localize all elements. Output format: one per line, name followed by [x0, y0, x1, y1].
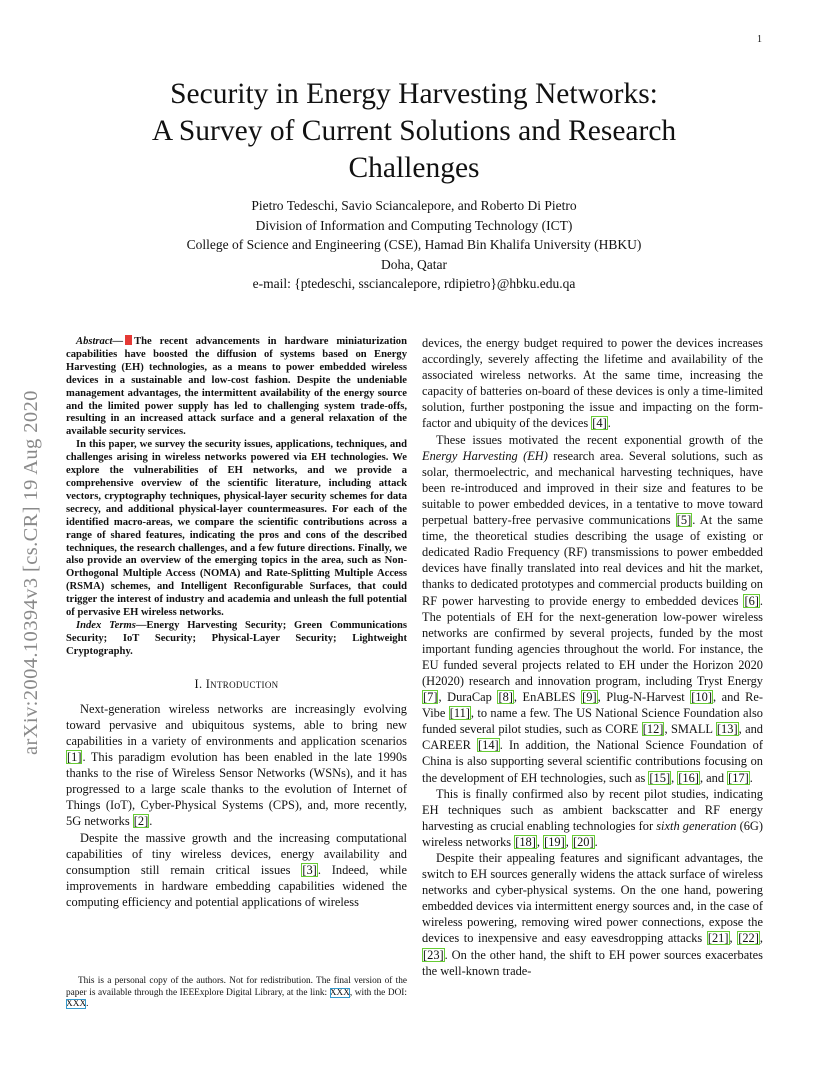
citation-link[interactable]: [1]: [67, 750, 82, 765]
citation-link[interactable]: [13]: [716, 722, 738, 737]
citation-link[interactable]: [18]: [515, 834, 536, 849]
text-run: ,: [759, 931, 763, 946]
citation-link[interactable]: [5]: [676, 513, 692, 528]
text-run: This is a personal copy of the authors. Not for redistribution. The final version of the paper is available through the IEEExplore Digital Library, at the link:: [66, 976, 407, 998]
abstract-lead: Abstract—: [76, 336, 124, 347]
citation-link[interactable]: [23]: [423, 947, 444, 962]
link-marker-icon[interactable]: [125, 335, 132, 345]
arxiv-stamp: arXiv:2004.10394v3 [cs.CR] 19 Aug 2020: [20, 390, 42, 755]
text-run: Next-generation wireless networks are increasingly evolving toward pervasive and ubiquitous systems, able to bring new capabilities in a variety of environments and application scenarios: [66, 701, 407, 748]
text-run: This is finally confirmed also by recent pilot studies, indicating EH techniques such as ambient backscatter and RF energy harvesting as crucial enabling technologies for: [422, 786, 763, 833]
body-paragraph: [66, 830, 407, 910]
left-column: [66, 335, 407, 910]
title-line: A Survey of Current Solutions and Research: [151, 115, 677, 147]
emphasis-text: Energy Harvesting (EH): [422, 448, 548, 463]
footnote-link[interactable]: XXX: [329, 987, 350, 998]
citation-link[interactable]: [7]: [423, 690, 438, 705]
text-run: , SMALL: [664, 722, 716, 737]
text-run: Despite the massive growth and the increasing computational capabilities of tiny wireless devices, energy availability and consumption still remain critical issues: [66, 830, 407, 877]
text-run: research area. Several solutions, such as solar, thermoelectric, and mechanical harvesting techniques, have been re-introduced and improved in their size and features to be suitable to power embedded devices, in a tentative to move toward perpetual battery-free pervasive communications: [422, 448, 763, 528]
citation-link[interactable]: [20]: [572, 834, 594, 849]
right-column: [422, 335, 763, 979]
author-block: [90, 196, 738, 294]
citation-link[interactable]: [9]: [582, 690, 597, 705]
text-run: , to name a few. The US National Science Foundation also funded several pilot studies, such as CORE: [422, 706, 763, 737]
author-email: e-mail: {ptedeschi, ssciancalepore, rdipietro}@hbku.edu.qa: [252, 276, 576, 291]
body-paragraph: [422, 335, 763, 432]
abstract: [66, 335, 407, 659]
page-number: 1: [757, 34, 762, 45]
text-run: ,: [671, 770, 678, 785]
author-division: Division of Information and Computing Technology (ICT): [255, 217, 573, 233]
text-run: .: [594, 834, 598, 849]
author-names: Pietro Tedeschi, Savio Sciancalepore, and Roberto Di Pietro: [251, 198, 577, 213]
citation-link[interactable]: [17]: [728, 770, 749, 785]
index-terms-text: —Energy Harvesting Security; Green Communications Security; IoT Security; Physical-Layer Security; Lightweight Cryptography.: [66, 619, 408, 657]
citation-link[interactable]: [10]: [691, 690, 712, 705]
text-run: ,: [729, 931, 738, 946]
citation-link[interactable]: [22]: [738, 931, 759, 946]
citation-link[interactable]: [11]: [449, 706, 470, 721]
body-paragraph: [66, 701, 407, 830]
citation-link[interactable]: [3]: [302, 862, 317, 877]
text-run: . This paradigm evolution has been enabled in the late 1990s thanks to the rise of Wireless Sensor Networks (WSNs), and it has progressed to a large scale thanks to the evolution of Internet of Things (IoT), Cyber-Physical Systems (CPS), and, more recently, 5G networks: [66, 750, 407, 829]
text-run: .: [607, 416, 611, 431]
text-run: ,: [536, 834, 544, 849]
text-run: , and CAREER: [422, 722, 763, 753]
index-terms: [66, 620, 407, 659]
citation-link[interactable]: [8]: [498, 690, 513, 705]
doi-link[interactable]: XXX: [66, 999, 87, 1009]
paper-title: [80, 76, 748, 187]
text-run: , EnABLES: [513, 690, 582, 705]
section-heading: I. Introduction: [194, 676, 279, 691]
text-run: .: [86, 999, 89, 1009]
text-run: , with the DOI:: [349, 987, 407, 998]
text-run: . In addition, the National Science Foundation of China is also supporting several scientific contributions focusing on the development of EH technologies, such as: [422, 738, 763, 785]
citation-link[interactable]: [4]: [592, 416, 607, 431]
emphasis-text: sixth generation: [656, 818, 737, 833]
text-run: Despite their appealing features and significant advantages, the switch to EH sources generally widens the attack surface of wireless networks and cyber-physical systems. On the one hand, powering embedded devices via intermittent energy sources and, in the case of wireless powering, removing wired power connections, expose the devices to inexpensive and easy eavesdropping attacks: [422, 851, 763, 946]
text-run: . On the other hand, the shift to EH power sources exacerbates the well-known trade-: [422, 947, 763, 978]
text-run: , and: [699, 770, 728, 785]
text-run: (6G) wireless networks: [422, 818, 764, 849]
citation-link[interactable]: [16]: [678, 770, 699, 785]
text-run: , and Re-Vibe: [422, 690, 763, 721]
text-run: These issues motivated the recent exponential growth of the: [436, 432, 763, 447]
citation-link[interactable]: [19]: [544, 834, 565, 849]
citation-link[interactable]: [6]: [744, 593, 759, 608]
citation-link[interactable]: [15]: [649, 770, 671, 785]
title-line: Security in Energy Harvesting Networks:: [170, 78, 658, 110]
abstract-paragraph: In this paper, we survey the security issues, applications, techniques, and challenges arising in wireless networks powered via EH technologies. We explore the vulnerabilities of EH networks, and we provide a comprehensive overview of the scientific literature, including attack vectors, cryptography techniques, physical-layer security schemes for data secrecy, and additional physical-layer countermeasures. For each of the identified macro-areas, we compare the scientific contributions across a range of shared features, indicating the pros and cons of the described techniques, the research challenges, and a few future directions. Finally, we also provide an overview of the emerging topics in the area, such as Non-Orthogonal Multiple Access (NOMA) and Rate-Splitting Multiple Access (RSMA) schemes, and Intelligent Reconfigurable Surfaces, that could trigger the interest of industry and academia and unleash the full potential of pervasive EH wireless networks.: [66, 439, 407, 619]
text-run: , DuraCap: [438, 690, 498, 705]
text-run: . At the same time, the theoretical studies describing the usage of existing or dedicated Radio Frequency (RF) transmissions to power embedded devices have finally translated into real devices and hit the market, thanks to dedicated prototypes and commercial products building on RF power harvesting to provide energy to embedded devices: [422, 513, 763, 608]
text-run: . The potentials of EH for the next-generation low-power wireless networks are confirmed by several projects, funded by the most important funding agencies throughout the world. For instance, the EU funded several projects related to EH under the Horizon 2020 (H2020) research and innovation program, including Tryst Energy: [422, 593, 763, 688]
body-paragraph: [422, 786, 763, 850]
text-run: devices, the energy budget required to power the devices increases accordingly, severely affecting the lifetime and availability of the associated wireless networks. At the same time, increasing the capacity of batteries on-board of these devices is only a time-limited solution, further postponing the issue and impacting on the form-factor and ubiquity of the devices: [422, 336, 763, 431]
citation-link[interactable]: [14]: [478, 738, 499, 753]
body-paragraph: [422, 432, 763, 786]
citation-link[interactable]: [12]: [642, 722, 664, 737]
text-run: . Indeed, while improvements in hardware embedding capabilities widened the computing efficiency and potential applications of wireless: [66, 862, 407, 909]
author-college: College of Science and Engineering (CSE), Hamad Bin Khalifa University (HBKU): [186, 237, 642, 252]
abstract-paragraph: [66, 335, 407, 439]
footnote-text: [66, 976, 407, 1011]
text-run: , Plug-N-Harvest: [597, 690, 691, 705]
footnote: [66, 976, 407, 1011]
title-line: Challenges: [348, 152, 480, 184]
citation-link[interactable]: [21]: [707, 931, 729, 946]
text-run: .: [749, 770, 753, 785]
citation-link[interactable]: [2]: [133, 814, 149, 829]
text-run: ,: [565, 834, 572, 849]
text-run: .: [149, 814, 153, 829]
body-paragraph: [422, 850, 763, 979]
author-city: Doha, Qatar: [381, 256, 447, 272]
abstract-text: The recent advancements in hardware miniaturization capabilities have boosted the diffusion of systems based on Energy Harvesting (EH) technologies, as a means to power embedded wireless devices in a sustainable and low-cost fashion. Despite the undeniable management advantages, the intermittent availability of the energy source and the limited power supply has led to challenging system trade-offs, resulting in an increased attack surface and a general relaxation of the available security services.: [66, 336, 407, 438]
index-terms-lead: Index Terms: [76, 619, 136, 631]
